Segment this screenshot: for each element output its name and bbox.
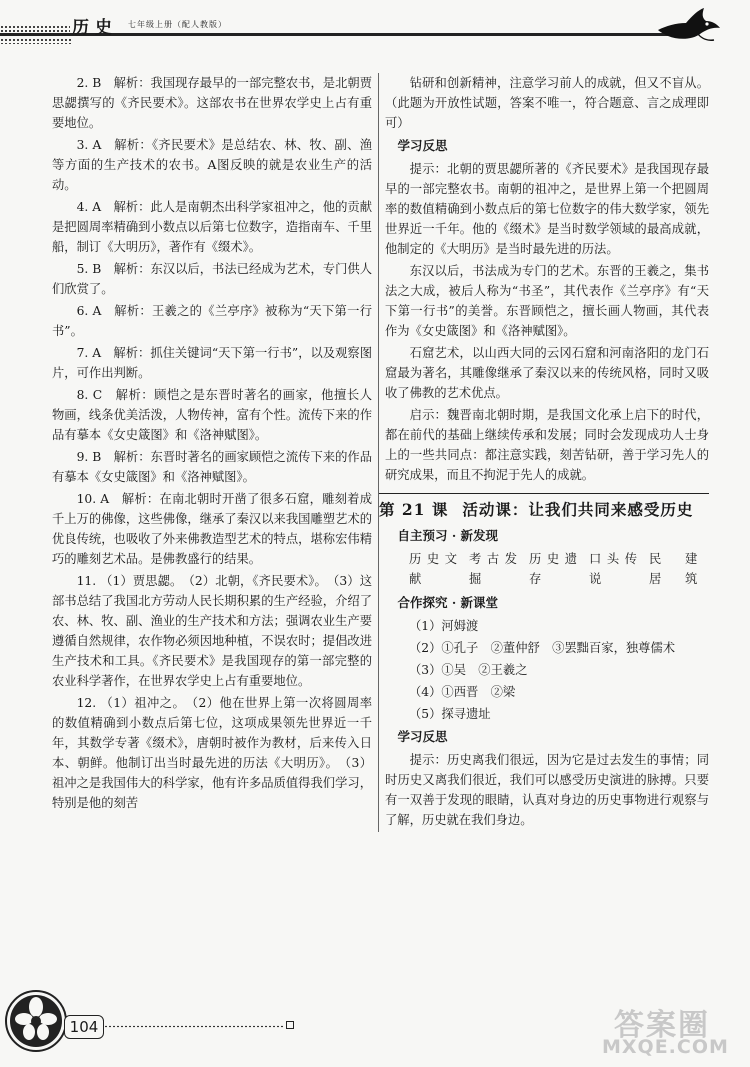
lesson-heading [379, 493, 709, 520]
list-item: （2）①孔子 ②董仲舒 ③罢黜百家，独尊儒术 [409, 641, 676, 655]
reflect-paragraph: 提示：北朝的贾思勰所著的《齐民要术》是我国现存最早的一部完整农书。南朝的祖冲之，是世界上第一个把圆周率的数值精确到小数点后的第七位数字的伟大数学家，领先世界近一千年。他的《缀术》是当时数学领域的最高成就，他制定的《大明历》是当时最先进的历法。 [385, 162, 709, 256]
answer-paragraph: 6. A 解析：王羲之的《兰亭序》被称为“天下第一行书”。 [52, 304, 372, 338]
term-item: 建筑 [685, 552, 698, 586]
list-item: （1）河姆渡 [409, 619, 479, 633]
lesson-number: 第 21 课 [379, 500, 449, 519]
header-dot-pattern-lower [0, 38, 72, 44]
answer-paragraph: 12. （1）祖冲之。 （2）他在世界上第一次将圆周率的数值精确到小数点后第七位，这项成果领先世界近一千年，其数学专著《缀术》，唐朝时被作为教材，后来传入日本、朝鲜。他制订出当时最先进的历法《大明历》。 （3）祖冲之是我国伟大的科学家，他有许多品质值得我们学习，特别是他的刻苦 [52, 696, 372, 810]
watermark [600, 1000, 748, 1060]
reflect-paragraph: 启示：魏晋南北朝时期，是我国文化承上启下的时代，都在前代的基础上继续传承和发展；同时会发现成功人士身上的一些共同点：都注意实践，刻苦钻研，善于学习先人的研究成果，而且不拘泥于先人的成就。 [385, 408, 709, 482]
flower-ornament-icon [4, 989, 68, 1053]
final-paragraph: 提示：历史离我们很远，因为它是过去发生的事情；同时历史又离我们很近，我们可以感受历史演进的脉搏。只要有一双善于发现的眼睛，认真对身边的历史事物进行观察与了解，历史就在我们身边。 [385, 753, 709, 827]
reflect-paragraphs [385, 159, 709, 485]
footer-square-marker [286, 1021, 294, 1029]
answer-paragraph: 3. A 解析：《齐民要术》是总结农、林、牧、副、渔等方面的生产技术的农书。A图反映的就是农业生产的活动。 [52, 138, 372, 192]
subject-title: 历史 [72, 18, 118, 38]
section-heading-preview: 自主预习 · 新发现 [397, 528, 499, 543]
page-header [0, 0, 750, 46]
page-footer [0, 985, 750, 1067]
term-item: 历史文献 [409, 552, 457, 586]
answer-paragraph: 9. B 解析：东晋时著名的画家顾恺之流传下来的作品有摹本《女史箴图》和《洛神赋图》。 [52, 450, 372, 484]
answer-continuation: 钻研和创新精神，注意学习前人的成就，但又不盲从。（此题为开放性试题，答案不唯一，符合题意、言之成理即可） [385, 76, 709, 130]
reflect-paragraph: 东汉以后，书法成为专门的艺术。东晋的王羲之，集书法之大成，被后人称为“书圣”，其代表作《兰亭序》有“天下第一行书”的美誉。东晋顾恺之，擅长画人物画，其代表作为《女史箴图》和《洛神赋图》。 [385, 264, 709, 338]
answer-paragraph: 5. B 解析：东汉以后，书法已经成为艺术，专门供人们欣赏了。 [52, 262, 372, 296]
section-heading-explore: 合作探究 · 新课堂 [397, 595, 499, 610]
reflect-paragraph: 石窟艺术，以山西大同的云冈石窟和河南洛阳的龙门石窟最为著名，其雕像继承了秦汉以来的传统风格，同时又吸收了佛教的艺术优点。 [385, 346, 709, 400]
footer-dotted-line [104, 1025, 284, 1028]
bird-logo-icon [652, 6, 722, 44]
header-dot-pattern [0, 25, 70, 33]
answer-paragraph: 2. B 解析：我国现存最早的一部完整农书，是北朝贾思勰撰写的《齐民要术》。这部农书在世界农学史上占有重要地位。 [52, 76, 372, 130]
answer-paragraph: 7. A 解析：抓住关键词“天下第一行书”，以及观察图片，可作出判断。 [52, 346, 372, 380]
terms-row [385, 549, 709, 589]
answer-paragraph: 8. C 解析：顾恺之是东晋时著名的画家，他擅长人物画，线条优美活泼，人物传神，富有个性。流传下来的作品有摹本《女史箴图》和《洛神赋图》。 [52, 388, 372, 442]
section-heading-reflect-2: 学习反思 [397, 729, 448, 744]
watermark-text-cn: 答案圈 [614, 1008, 710, 1043]
left-column [52, 73, 372, 815]
page-number: 104 [64, 1015, 104, 1039]
term-item: 历史遗存 [529, 552, 577, 586]
list-item: （3）①吴 ②王羲之 [409, 663, 528, 677]
list-item: （4）①西晋 ②梁 [409, 685, 516, 699]
answer-list [385, 616, 709, 724]
term-item: 民居 [649, 552, 662, 586]
watermark-text-en: MXQE.COM [602, 1036, 729, 1058]
answer-paragraph: 11. （1）贾思勰。 （2）北朝，《齐民要术》。 （3）这部书总结了我国北方劳动人民长期积累的生产经验，介绍了农、林、牧、副、渔业的生产技术和方法；强调农业生产要遵循自然规律，农作物必须因地种植，不误农时；提倡改进生产技术和工具。《齐民要术》是我国现存的第一部完整的农业科学著作，在世界农学史上占有重要地位。 [52, 574, 372, 688]
answer-paragraph: 4. A 解析：此人是南朝杰出科学家祖冲之，他的贡献是把圆周率精确到小数点以后第七位数字，造指南车、千里船，制订《大明历》，著作有《缀术》。 [52, 200, 372, 254]
term-item: 口头传说 [589, 552, 637, 586]
lesson-title: 活动课：让我们共同来感受历史 [462, 500, 694, 519]
right-column [378, 73, 709, 832]
section-heading-reflect: 学习反思 [397, 138, 448, 153]
grade-label: 七年级上册（配人教版） [128, 20, 227, 29]
list-item: （5）探寻遗址 [409, 707, 491, 721]
answer-paragraph: 10. A 解析：在南北朝时开凿了很多石窟，雕刻着成千上万的佛像，这些佛像，继承了秦汉以来我国雕塑艺术的优良传统，也吸收了外来佛教造型艺术的特点，堪称宏伟精巧的雕刻艺术品。是佛教盛行的结果。 [52, 492, 372, 566]
term-item: 考古发掘 [469, 552, 517, 586]
